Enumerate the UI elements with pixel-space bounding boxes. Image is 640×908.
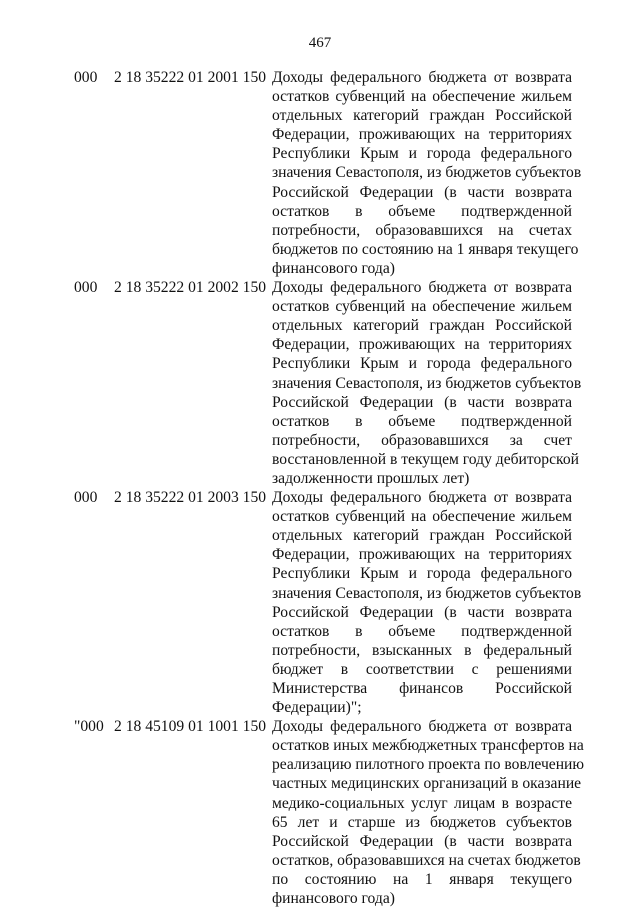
description-line: задолженности прошлых лет) xyxy=(272,469,470,487)
description-line: значения Севастополя, из бюджетов субъектов xyxy=(272,584,582,602)
description-line: Российской Федерации (в части возврата xyxy=(272,603,572,621)
description-line: отдельных категорий граждан Российской xyxy=(272,107,572,125)
description-line: Российской Федерации (в части возврата xyxy=(272,183,572,201)
description-line: Российской Федерации (в части возврата xyxy=(272,832,572,850)
description-line: частных медицинских организаций в оказание xyxy=(272,775,582,793)
description-line: Республики Крым и города федерального xyxy=(272,145,572,163)
description-line: Доходы федерального бюджета от возврата xyxy=(272,279,572,297)
budget-classification-code: 2 18 35222 01 2001 150 xyxy=(114,69,267,86)
description-line: остатков в объеме подтвержденной xyxy=(272,622,572,640)
administrator-code: 000 xyxy=(74,279,98,297)
description-line: медико-социальных услуг лицам в возрасте xyxy=(272,794,572,812)
page-number: 467 xyxy=(308,35,332,51)
description-line: потребности, образовавшихся на счетах xyxy=(272,221,572,239)
description-line: остатков субвенций на обеспечение жильем xyxy=(272,508,572,526)
budget-classification-code: 2 18 35222 01 2003 150 xyxy=(114,489,267,507)
description-line: потребности, образовавшихся за счет xyxy=(272,431,572,449)
description-line: финансового года) xyxy=(272,259,395,277)
description-line: 65 лет и старше из бюджетов субъектов xyxy=(272,813,572,831)
description-line: Министерства финансов Российской xyxy=(272,680,572,697)
description-line: значения Севастополя, из бюджетов субъектов xyxy=(272,374,582,392)
description-line: остатков, образовавшихся на счетах бюджетов xyxy=(272,851,581,869)
description-line: Федерации)"; xyxy=(272,699,362,717)
description-line: остатков иных межбюджетных трансфертов на xyxy=(272,737,584,755)
description-line: Федерации, проживающих на территориях xyxy=(272,126,572,144)
description-line: Федерации, проживающих на территориях xyxy=(272,546,572,564)
revenue-description xyxy=(272,68,582,278)
description-line: остатков в объеме подтвержденной xyxy=(272,202,572,220)
description-line: финансового года) xyxy=(272,890,395,908)
classification-entry xyxy=(74,488,582,717)
revenue-description xyxy=(272,278,582,488)
administrator-code: 000 xyxy=(74,489,98,507)
revenue-description xyxy=(272,717,585,908)
description-line: потребности, взысканных в федеральный xyxy=(272,641,572,659)
administrator-code: "000 xyxy=(74,718,104,736)
description-line: восстановленной в текущем году дебиторской xyxy=(272,450,579,468)
description-line: бюджет в соответствии с решениями xyxy=(272,660,572,678)
description-line: Доходы федерального бюджета от возврата xyxy=(272,489,572,507)
description-line: значения Севастополя, из бюджетов субъектов xyxy=(272,164,582,182)
description-line: Российской Федерации (в части возврата xyxy=(272,393,572,411)
description-line: остатков субвенций на обеспечение жильем xyxy=(272,88,572,106)
description-line: Республики Крым и города федерального xyxy=(272,565,572,583)
description-line: остатков в объеме подтвержденной xyxy=(272,412,572,430)
description-line: бюджетов по состоянию на 1 января текущего xyxy=(272,240,579,258)
classification-entry xyxy=(74,278,582,488)
description-line: отдельных категорий граждан Российской xyxy=(272,317,572,335)
description-line: Республики Крым и города федерального xyxy=(272,355,572,373)
description-line: отдельных категорий граждан Российской xyxy=(272,527,572,545)
description-line: реализацию пилотного проекта по вовлечению xyxy=(272,756,585,774)
classification-entry xyxy=(74,68,582,278)
classification-entry xyxy=(74,717,585,908)
budget-classification-code: 2 18 35222 01 2002 150 xyxy=(114,279,267,297)
revenue-description xyxy=(272,488,582,717)
description-line: по состоянию на 1 января текущего xyxy=(272,870,572,888)
description-line: Доходы федерального бюджета от возврата xyxy=(272,718,572,736)
description-line: остатков субвенций на обеспечение жильем xyxy=(272,298,572,316)
description-line: Доходы федерального бюджета от возврата xyxy=(272,69,572,86)
administrator-code: 000 xyxy=(74,69,98,86)
budget-classification-list xyxy=(74,68,585,908)
description-line: Федерации, проживающих на территориях xyxy=(272,336,572,354)
budget-classification-code: 2 18 45109 01 1001 150 xyxy=(114,718,267,736)
